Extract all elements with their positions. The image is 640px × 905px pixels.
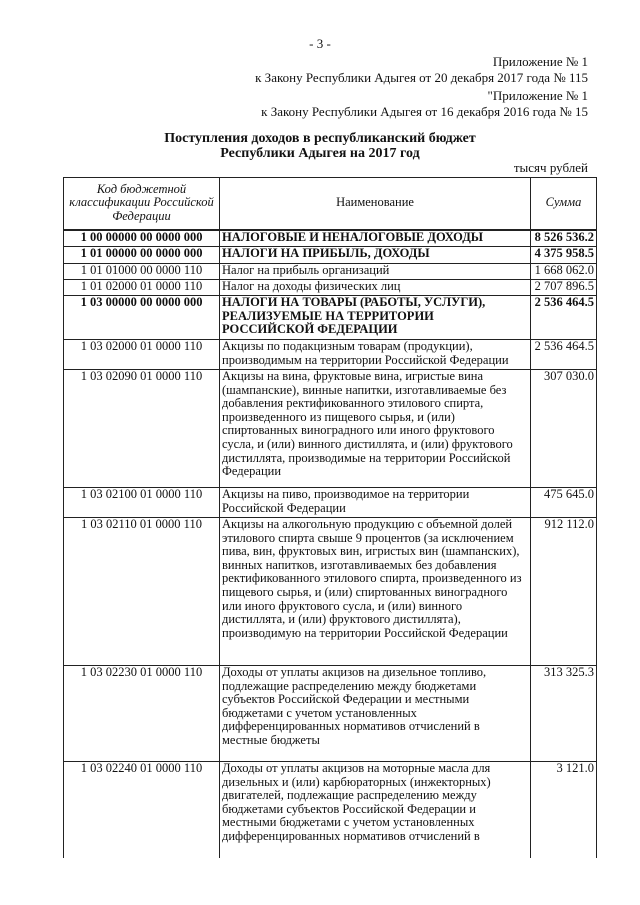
appendix-previous-title: "Приложение № 1 bbox=[487, 88, 588, 103]
row-name: НАЛОГИ НА ПРИБЫЛЬ, ДОХОДЫ bbox=[220, 247, 531, 264]
row-sum: 912 112.0 bbox=[531, 518, 597, 666]
row-code: 1 00 00000 00 0000 000 bbox=[64, 230, 220, 247]
row-sum: 475 645.0 bbox=[531, 488, 597, 518]
table-row bbox=[64, 666, 597, 762]
table-row bbox=[64, 370, 597, 488]
table-row bbox=[64, 264, 597, 280]
row-sum: 8 526 536.2 bbox=[531, 230, 597, 247]
row-code: 1 03 02090 01 0000 110 bbox=[64, 370, 220, 488]
units-label: тысяч рублей bbox=[513, 160, 588, 175]
row-sum: 307 030.0 bbox=[531, 370, 597, 488]
row-sum: 2 536 464.5 bbox=[531, 340, 597, 370]
row-name: Налог на доходы физических лиц bbox=[220, 280, 531, 296]
row-name: Налог на прибыль организаций bbox=[220, 264, 531, 280]
appendix-previous-law: к Закону Республики Адыгея от 16 декабря 2016 года № 15 bbox=[261, 104, 588, 119]
row-name: Акцизы на вина, фруктовые вина, игристые вина (шампанские), винные напитки, изготавливаемые без добавления ректификованного этилового спирта, произведенного из пищевого сырья, и (или) спиртованных виноградного или иного фруктового сусла, и (или) винного дистиллята, и (или) фруктового дистиллята, производимые на территории Российской Федерации bbox=[220, 370, 531, 488]
row-sum: 4 375 958.5 bbox=[531, 247, 597, 264]
header-name: Наименование bbox=[220, 178, 531, 230]
row-code: 1 03 02110 01 0000 110 bbox=[64, 518, 220, 666]
row-name: Акцизы на алкогольную продукцию с объемной долей этилового спирта свыше 9 процентов (за исключением пива, вин, фруктовых вин, игристых вин (шампанских), винных напитков, изготавливаемых без добавления ректификованного этилового спирта, произведенного из пищевого сырья, и (или) спиртованных виноградного или иного фруктового сусла, и (или) винного дистиллята, и (или) фруктового дистиллята), производимую на территории Российской Федерации bbox=[220, 518, 531, 666]
table-row bbox=[64, 340, 597, 370]
row-name: Доходы от уплаты акцизов на моторные масла для дизельных и (или) карбюраторных (инжекторных) двигателей, подлежащие распределению между бюджетами субъектов Российской Федерации и местными бюджетами с учетом установленных дифференцированных нормативов отчислений в bbox=[220, 762, 531, 858]
row-code: 1 03 02100 01 0000 110 bbox=[64, 488, 220, 518]
row-code: 1 03 00000 00 0000 000 bbox=[64, 296, 220, 340]
row-code: 1 03 02240 01 0000 110 bbox=[64, 762, 220, 858]
table-row bbox=[64, 518, 597, 666]
row-code: 1 01 00000 00 0000 000 bbox=[64, 247, 220, 264]
appendix-current-title: Приложение № 1 bbox=[492, 54, 588, 69]
row-code: 1 01 02000 01 0000 110 bbox=[64, 280, 220, 296]
row-name: Акцизы на пиво, производимое на территории Российской Федерации bbox=[220, 488, 531, 518]
table-row bbox=[64, 280, 597, 296]
document-title-line2: Республики Адыгея на 2017 год bbox=[220, 146, 420, 161]
table-row bbox=[64, 488, 597, 518]
row-sum: 3 121.0 bbox=[531, 762, 597, 858]
row-code: 1 03 02230 01 0000 110 bbox=[64, 666, 220, 762]
table-row bbox=[64, 296, 597, 340]
table-header-row bbox=[64, 178, 597, 230]
page-number: - 3 - bbox=[309, 36, 331, 51]
document-title-line1: Поступления доходов в республиканский бюджет bbox=[164, 131, 476, 146]
header-code: Код бюджетной классификации Российской Федерации bbox=[64, 178, 220, 230]
appendix-previous bbox=[261, 88, 588, 120]
document-title bbox=[0, 131, 640, 161]
row-sum: 313 325.3 bbox=[531, 666, 597, 762]
appendix-current bbox=[255, 54, 588, 86]
row-name: НАЛОГОВЫЕ И НЕНАЛОГОВЫЕ ДОХОДЫ bbox=[220, 230, 531, 247]
row-code: 1 03 02000 01 0000 110 bbox=[64, 340, 220, 370]
row-name: Доходы от уплаты акцизов на дизельное топливо, подлежащие распределению между бюджетами субъектов Российской Федерации и местными бюджетами с учетом установленных дифференцированных нормативов отчислений в местные бюджеты bbox=[220, 666, 531, 762]
row-name: Акцизы по подакцизным товарам (продукции), производимым на территории Российской Федерации bbox=[220, 340, 531, 370]
table-row bbox=[64, 230, 597, 247]
row-name: НАЛОГИ НА ТОВАРЫ (РАБОТЫ, УСЛУГИ), РЕАЛИЗУЕМЫЕ НА ТЕРРИТОРИИ РОССИЙСКОЙ ФЕДЕРАЦИИ bbox=[220, 296, 531, 340]
table-row bbox=[64, 762, 597, 858]
row-code: 1 01 01000 00 0000 110 bbox=[64, 264, 220, 280]
appendix-current-law: к Закону Республики Адыгея от 20 декабря 2017 года № 115 bbox=[255, 70, 588, 85]
row-sum: 2 707 896.5 bbox=[531, 280, 597, 296]
revenue-table bbox=[63, 177, 597, 858]
table-row bbox=[64, 247, 597, 264]
header-sum: Сумма bbox=[531, 178, 597, 230]
row-sum: 1 668 062.0 bbox=[531, 264, 597, 280]
row-sum: 2 536 464.5 bbox=[531, 296, 597, 340]
